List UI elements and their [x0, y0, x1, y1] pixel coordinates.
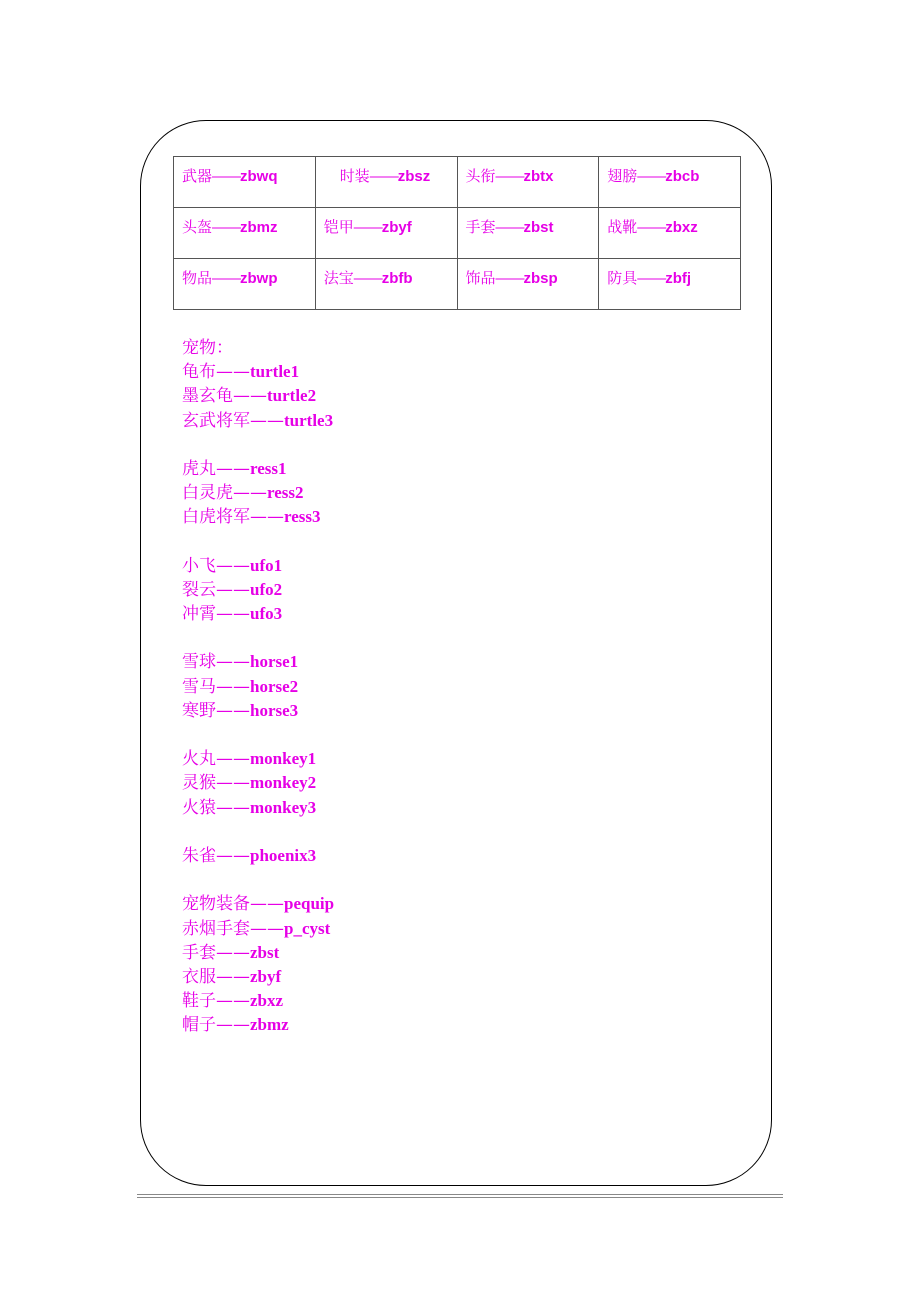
pet-name: 火猿	[182, 797, 216, 818]
equip-code: zbtx	[523, 168, 554, 185]
equip-dash: ——	[369, 168, 398, 185]
equip-dash: ——	[212, 270, 241, 287]
list-item	[182, 602, 334, 626]
equip-code: zbsz	[397, 168, 431, 185]
pet-name: 虎丸	[182, 458, 216, 479]
pet-code: turtle3	[284, 410, 334, 430]
list-item	[182, 360, 334, 384]
pet-name: 雪球	[182, 652, 216, 673]
list-item	[182, 578, 334, 602]
list-item	[182, 675, 334, 699]
equip-code: zbfb	[381, 270, 413, 287]
group-spacer	[182, 530, 334, 554]
table-cell	[457, 157, 599, 208]
pet-code: zbxz	[250, 991, 284, 1011]
pet-code: horse3	[250, 700, 299, 720]
equip-dash: ——	[495, 219, 524, 236]
pet-code: monkey1	[250, 749, 317, 769]
table-cell	[599, 259, 741, 310]
pet-dash: ——	[216, 845, 250, 866]
pet-name: 小飞	[182, 555, 216, 576]
equip-name: 铠甲	[323, 218, 354, 236]
pet-code: ufo3	[250, 604, 283, 624]
pet-dash: ——	[216, 966, 250, 987]
list-item	[182, 384, 334, 408]
pet-name: 龟布	[182, 362, 216, 383]
equip-code: zbsp	[523, 270, 558, 287]
pet-code: phoenix3	[250, 845, 317, 865]
pet-name: 白灵虎	[182, 483, 233, 504]
pet-name: 墨玄龟	[182, 386, 233, 407]
equip-dash: ——	[353, 219, 382, 236]
pet-code: turtle2	[267, 386, 317, 406]
pet-heading: 宠物：	[182, 338, 233, 358]
pet-dash: ——	[216, 991, 250, 1012]
equip-code: zbcb	[665, 168, 700, 185]
equip-name: 头衔	[465, 167, 496, 185]
equip-code: zbwq	[240, 168, 278, 185]
list-item	[182, 747, 334, 771]
group-spacer	[182, 433, 334, 457]
pet-name: 寒野	[182, 700, 216, 721]
group-spacer	[182, 868, 334, 892]
table-cell	[315, 157, 457, 208]
pet-code: ress2	[267, 483, 304, 503]
list-item	[182, 481, 334, 505]
list-item	[182, 941, 334, 965]
table-cell	[457, 259, 599, 310]
table-row	[174, 157, 741, 208]
pet-dash: ——	[250, 410, 284, 431]
list-item	[182, 989, 334, 1013]
equip-code: zbmz	[240, 219, 278, 236]
equip-code: zbfj	[665, 270, 692, 287]
list-item	[182, 796, 334, 820]
pet-dash: ——	[250, 894, 284, 915]
equip-name: 饰品	[465, 269, 496, 287]
pet-dash: ——	[216, 579, 250, 600]
pet-code: zbmz	[250, 1015, 289, 1035]
group-spacer	[182, 723, 334, 747]
equip-dash: ——	[637, 270, 666, 287]
equip-name: 时装	[339, 167, 370, 185]
equip-dash: ——	[212, 168, 241, 185]
pet-dash: ——	[216, 749, 250, 770]
pet-name: 鞋子	[182, 991, 216, 1012]
equip-dash: ——	[495, 270, 524, 287]
pet-name: 玄武将军	[182, 410, 250, 431]
table-row	[174, 208, 741, 259]
list-item	[182, 1013, 334, 1037]
list-item	[182, 409, 334, 433]
pet-code: zbyf	[250, 966, 282, 986]
pet-name: 赤烟手套	[182, 918, 250, 939]
pet-name: 手套	[182, 942, 216, 963]
pet-dash: ——	[216, 676, 250, 697]
pet-name: 白虎将军	[182, 507, 250, 528]
pet-code: zbst	[250, 942, 280, 962]
pet-dash: ——	[233, 483, 267, 504]
pet-dash: ——	[216, 1015, 250, 1036]
pet-name: 雪马	[182, 676, 216, 697]
pet-code: horse2	[250, 676, 299, 696]
list-item	[182, 917, 334, 941]
equip-name: 武器	[182, 167, 213, 185]
equip-code: zbst	[523, 219, 554, 236]
pet-name: 帽子	[182, 1015, 216, 1036]
pet-dash: ——	[216, 458, 250, 479]
table-row	[174, 259, 741, 310]
list-item	[182, 844, 334, 868]
pet-name: 冲霄	[182, 604, 216, 625]
footer-rule	[137, 1194, 783, 1198]
equip-name: 翅膀	[607, 167, 638, 185]
list-item	[182, 650, 334, 674]
pet-code: ress3	[284, 507, 321, 527]
equip-name: 法宝	[323, 269, 354, 287]
equip-name: 手套	[465, 218, 496, 236]
pet-name: 裂云	[182, 579, 216, 600]
pet-dash: ——	[250, 507, 284, 528]
pet-code: turtle1	[250, 362, 300, 382]
pet-list	[182, 336, 334, 1037]
pet-code: p_cyst	[284, 918, 331, 938]
equip-dash: ——	[212, 219, 241, 236]
table-cell	[174, 259, 316, 310]
equip-name: 头盔	[182, 218, 213, 236]
pet-code: ufo2	[250, 579, 283, 599]
group-spacer	[182, 626, 334, 650]
pet-dash: ——	[216, 604, 250, 625]
equipment-table	[173, 156, 741, 310]
pet-dash: ——	[216, 942, 250, 963]
pet-dash: ——	[233, 386, 267, 407]
equip-name: 防具	[607, 269, 638, 287]
pet-code: monkey2	[250, 773, 317, 793]
equip-dash: ——	[637, 168, 666, 185]
pet-code: ress1	[250, 458, 287, 478]
equip-dash: ——	[353, 270, 382, 287]
list-item	[182, 699, 334, 723]
list-item	[182, 771, 334, 795]
equip-dash: ——	[495, 168, 524, 185]
list-item	[182, 965, 334, 989]
table-cell	[599, 208, 741, 259]
equip-code: zbxz	[665, 219, 698, 236]
pet-code: monkey3	[250, 797, 317, 817]
pet-name: 灵猴	[182, 773, 216, 794]
table-cell	[599, 157, 741, 208]
table-cell	[174, 157, 316, 208]
equip-name: 物品	[182, 269, 213, 287]
pet-dash: ——	[216, 700, 250, 721]
list-item	[182, 505, 334, 529]
equip-code: zbwp	[240, 270, 278, 287]
table-cell	[174, 208, 316, 259]
pet-name: 宠物装备	[182, 894, 250, 915]
pet-code: pequip	[284, 894, 335, 914]
pet-dash: ——	[216, 773, 250, 794]
pet-name: 朱雀	[182, 845, 216, 866]
pet-dash: ——	[216, 652, 250, 673]
list-item	[182, 554, 334, 578]
equip-code: zbyf	[381, 219, 412, 236]
pet-dash: ——	[216, 555, 250, 576]
list-item	[182, 457, 334, 481]
equip-dash: ——	[637, 219, 666, 236]
table-cell	[315, 259, 457, 310]
pet-code: ufo1	[250, 555, 283, 575]
pet-dash: ——	[250, 918, 284, 939]
pet-dash: ——	[216, 797, 250, 818]
table-cell	[315, 208, 457, 259]
pet-dash: ——	[216, 362, 250, 383]
pet-code: horse1	[250, 652, 299, 672]
pet-name: 衣服	[182, 966, 216, 987]
table-cell	[457, 208, 599, 259]
equip-name: 战靴	[607, 218, 638, 236]
list-item	[182, 892, 334, 916]
group-spacer	[182, 820, 334, 844]
pet-name: 火丸	[182, 749, 216, 770]
